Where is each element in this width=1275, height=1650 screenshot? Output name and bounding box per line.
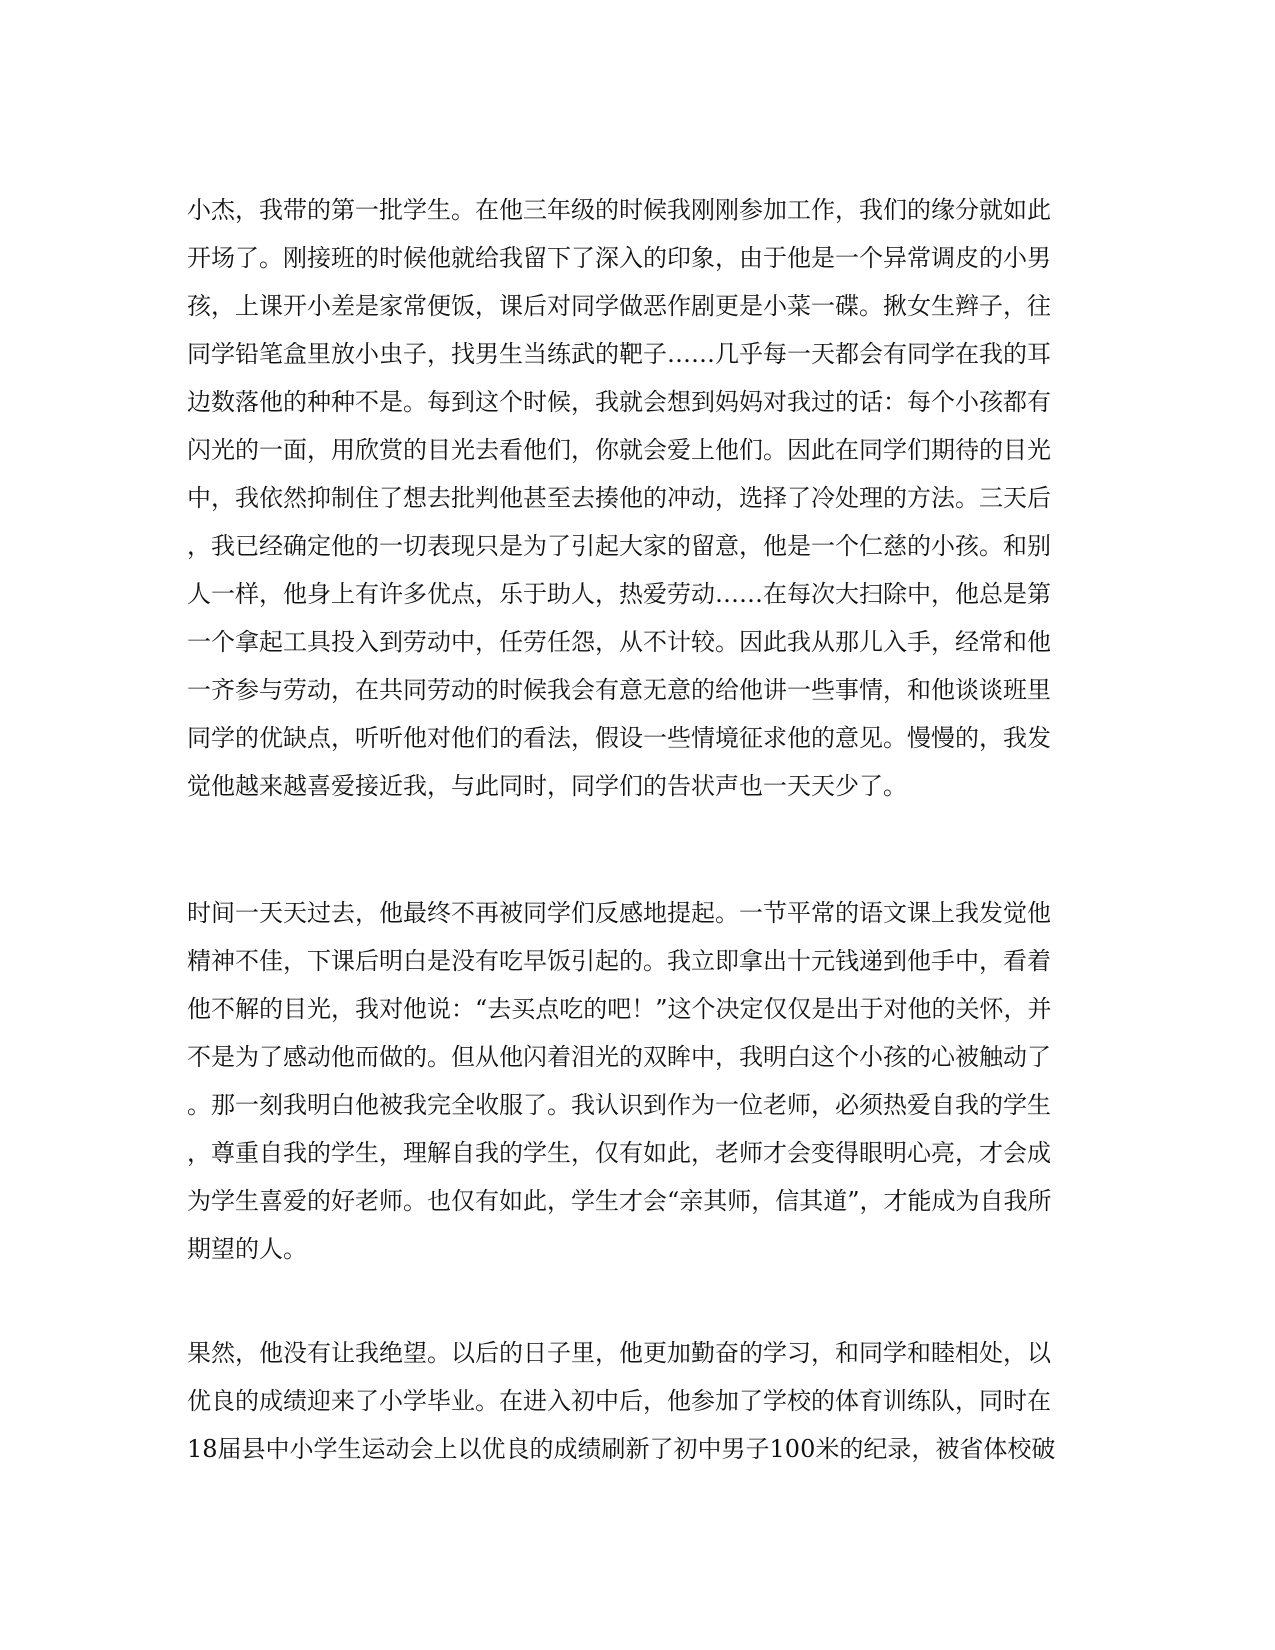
text-line: 一齐参与劳动，在共同劳动的时候我会有意无意的给他讲一些事情，和他谈谈班里	[187, 676, 1051, 704]
paragraph-3	[187, 1329, 1092, 1473]
text-line: ，我已经确定他的一切表现只是为了引起大家的留意，他是一个仁慈的小孩。和别	[187, 532, 1051, 560]
text-line: 他不解的目光，我对他说：“去买点吃的吧！”这个决定仅仅是出于对他的关怀，并	[187, 995, 1052, 1023]
text-line: 时间一天天过去，他最终不再被同学们反感地提起。一节平常的语文课上我发觉他	[187, 899, 1051, 927]
paragraph-1	[187, 186, 1092, 810]
text-line: 优良的成绩迎来了小学毕业。在进入初中后，他参加了学校的体育训练队，同时在	[187, 1387, 1051, 1415]
text-line: 同学的优缺点，听听他对他们的看法，假设一些情境征求他的意见。慢慢的，我发	[187, 724, 1051, 752]
text-line: 期望的人。	[187, 1235, 307, 1263]
text-line: 一个拿起工具投入到劳动中，任劳任怨，从不计较。因此我从那儿入手，经常和他	[187, 628, 1051, 656]
text-line: 人一样，他身上有许多优点，乐于助人，热爱劳动……在每次大扫除中，他总是第	[187, 580, 1051, 608]
text-line: 边数落他的种种不是。每到这个时候，我就会想到妈妈对我过的话：每个小孩都有	[187, 388, 1051, 416]
text-line: 果然，他没有让我绝望。以后的日子里，他更加勤奋的学习，和同学和睦相处，以	[187, 1339, 1051, 1367]
paragraph-2	[187, 889, 1092, 1273]
text-line: 同学铅笔盒里放小虫子，找男生当练武的靶子……几乎每一天都会有同学在我的耳	[187, 340, 1051, 368]
text-line: 闪光的一面，用欣赏的目光去看他们，你就会爱上他们。因此在同学们期待的目光	[187, 436, 1051, 464]
text-line: 精神不佳，下课后明白是没有吃早饭引起的。我立即拿出十元钱递到他手中，看着	[187, 947, 1051, 975]
text-line: ，尊重自我的学生，理解自我的学生，仅有如此，老师才会变得眼明心亮，才会成	[187, 1139, 1051, 1167]
text-line: 为学生喜爱的好老师。也仅有如此，学生才会“亲其师，信其道”，才能成为自我所	[187, 1187, 1052, 1215]
text-line: 开场了。刚接班的时候他就给我留下了深入的印象，由于他是一个异常调皮的小男	[187, 244, 1051, 272]
text-line: 不是为了感动他而做的。但从他闪着泪光的双眸中，我明白这个小孩的心被触动了	[187, 1043, 1051, 1071]
text-line: 觉他越来越喜爱接近我，与此同时，同学们的告状声也一天天少了。	[187, 772, 907, 800]
text-line: 18届县中小学生运动会上以优良的成绩刷新了初中男子100米的纪录，被省体校破	[187, 1435, 1056, 1463]
text-line: 孩，上课开小差是家常便饭，课后对同学做恶作剧更是小菜一碟。揪女生辫子，往	[187, 292, 1051, 320]
text-line: 小杰，我带的第一批学生。在他三年级的时候我刚刚参加工作，我们的缘分就如此	[187, 196, 1051, 224]
text-line: 。那一刻我明白他被我完全收服了。我认识到作为一位老师，必须热爱自我的学生	[187, 1091, 1051, 1119]
text-line: 中，我依然抑制住了想去批判他甚至去揍他的冲动，选择了冷处理的方法。三天后	[187, 484, 1051, 512]
